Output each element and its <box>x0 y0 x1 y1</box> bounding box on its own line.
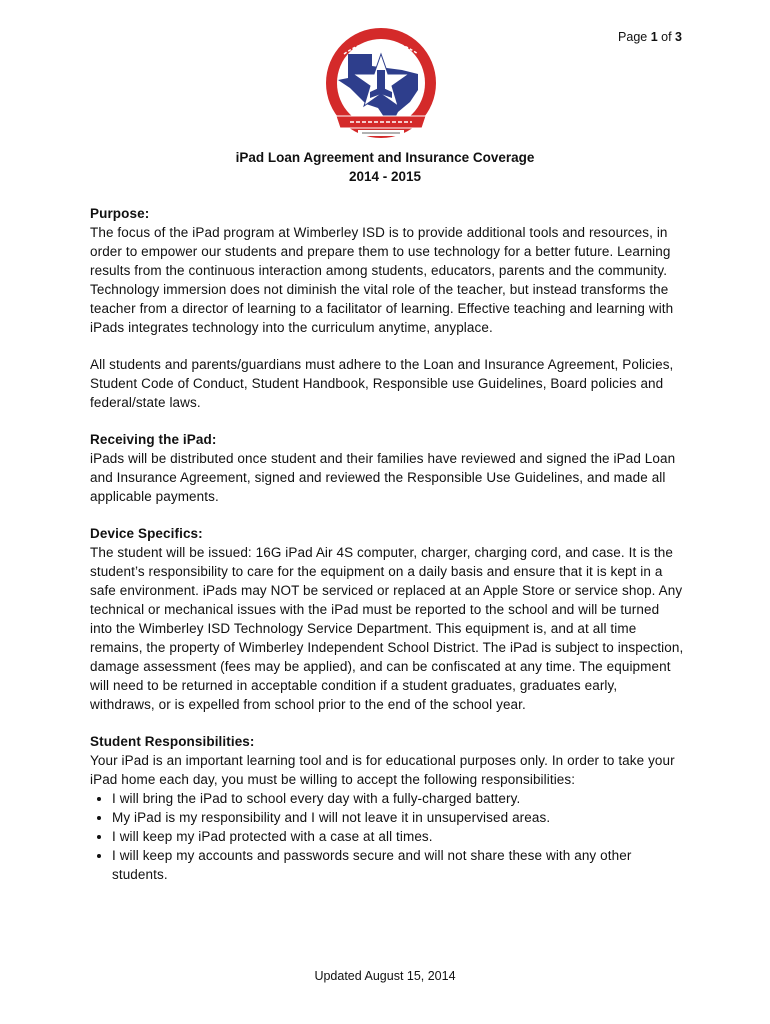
page-number-middle: of <box>657 30 676 44</box>
list-item: • My iPad is my responsibility and I will not leave it in unsupervised areas. <box>112 808 684 827</box>
responsibilities-section <box>90 732 684 884</box>
receiving-section <box>90 430 684 506</box>
device-heading: Device Specifics: <box>90 526 203 541</box>
title-line-2: 2014 - 2015 <box>348 169 422 184</box>
responsibilities-intro: Your iPad is an important learning tool and is for educational purposes only. In order to take your iPad home each day, you must be willing to accept the following responsibilities: <box>90 753 675 787</box>
device-section <box>90 524 684 714</box>
page-number-total: 3 <box>675 30 682 44</box>
document-title <box>0 148 770 186</box>
receiving-heading: Receiving the iPad: <box>90 432 217 447</box>
purpose-paragraph-1: The focus of the iPad program at Wimberley ISD is to provide additional tools and resources, in order to empower our students and prepare them to use technology for a better future. Learning results from the continuous interaction among students, educators, parents and the community. Technology immersion does not diminish the vital role of the teacher, but instead transforms the teacher from a director of learning to a facilitator of learning. Effective teaching and learning with iPads integrates technology into the curriculum anytime, anyplace. <box>90 225 674 335</box>
page-number-current: 1 <box>650 30 658 44</box>
purpose-heading: Purpose: <box>90 206 150 221</box>
purpose-compliance-section <box>90 355 684 412</box>
footer-updated-date: Updated August 15, 2014 <box>314 969 456 983</box>
receiving-paragraph: iPads will be distributed once student and their families have reviewed and signed the iPad Loan and Insurance Agreement, signed and reviewed the Responsible Use Guidelines, and made all applicable payments. <box>90 451 676 504</box>
device-paragraph: The student will be issued: 16G iPad Air 4S computer, charger, charging cord, and case. It is the student’s responsibility to care for the equipment on a daily basis and ensure that it is kept in a safe environment. iPads may NOT be serviced or replaced at an Apple Store or service shop. Any technical or mechanical issues with the iPad must be reported to the school and will be turned into the Wimberley ISD Technology Service Department. This equipment is, and at all time remains, the property of Wimberley Independent School District. The iPad is subject to inspection, damage assessment (fees may be applied), and can be confiscated at any time. The equipment will need to be returned in acceptable condition if a student graduates, graduates early, withdraws, or is expelled from school prior to the end of the school year. <box>90 545 684 712</box>
page-number <box>618 30 682 44</box>
list-item: • I will bring the iPad to school every day with a fully-charged battery. <box>112 789 684 808</box>
title-line-1: iPad Loan Agreement and Insurance Coverage <box>235 150 535 165</box>
purpose-paragraph-2: All students and parents/guardians must adhere to the Loan and Insurance Agreement, Policies, Student Code of Conduct, Student Handbook, Responsible use Guidelines, Board policies and federal/state laws. <box>90 357 674 410</box>
list-item: • I will keep my iPad protected with a case at all times. <box>112 827 684 846</box>
list-item: • I will keep my accounts and passwords secure and will not share these with any other students. <box>112 846 684 884</box>
page-number-prefix: Page <box>618 30 651 44</box>
document-body <box>90 204 684 902</box>
wimberley-isd-logo <box>314 24 448 142</box>
responsibilities-heading: Student Responsibilities: <box>90 734 255 749</box>
responsibilities-list <box>90 789 684 884</box>
purpose-section <box>90 204 684 337</box>
logo-graphic <box>314 24 448 142</box>
